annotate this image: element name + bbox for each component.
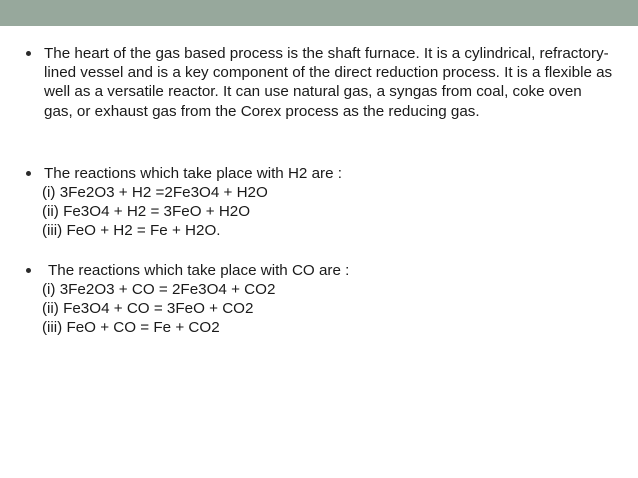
reaction-line: (ii) Fe3O4 + CO = 3FeO + CO2 <box>42 300 254 317</box>
reaction-line: (i) 3Fe2O3 + H2 =2Fe3O4 + H2O <box>42 184 268 201</box>
bullet-item-shaft-furnace <box>0 44 638 144</box>
bullet-icon <box>24 44 36 63</box>
reaction-line: (i) 3Fe2O3 + CO = 2Fe3O4 + CO2 <box>42 281 276 298</box>
bullet-icon <box>24 261 36 280</box>
bullet-item-co-reactions <box>0 261 638 280</box>
top-bar <box>0 0 638 26</box>
bullet-text: The reactions which take place with H2 are : <box>44 165 342 182</box>
bullet-item-h2-reactions <box>0 164 638 183</box>
bullet-icon <box>24 164 36 183</box>
reaction-line: (iii) FeO + CO = Fe + CO2 <box>42 319 220 336</box>
bullet-text: The reactions which take place with CO are : <box>48 262 350 279</box>
bullet-text: The heart of the gas based process is the shaft furnace. It is a cylindrical, refractory-lined vessel and is a key component of the direct reduction process. It is a flexible as well as a versatile reactor. It can use natural gas, a syngas from coal, coke oven gas, or exhaust gas from the Corex process as the reducing gas. <box>44 45 613 120</box>
reaction-line: (ii) Fe3O4 + H2 = 3FeO + H2O <box>42 203 251 220</box>
reaction-line: (iii) FeO + H2 = Fe + H2O. <box>42 222 221 239</box>
